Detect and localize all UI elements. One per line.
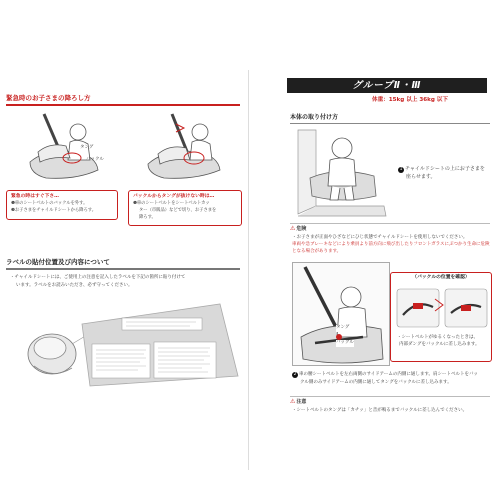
emergency-steps-box-line1: ❶車のシートベルトのバックルを外す。 [11, 201, 88, 206]
callout-title: （バックルの位置を確認） [412, 275, 470, 280]
label-section-body-line1: ・チャイルドシートには、ご使用上の注意を記入したラベルを下記の箇所に貼り付けて [10, 275, 186, 280]
danger-label: 危険 [296, 226, 307, 232]
buckle-stuck-box-line3: 降ろす。 [139, 215, 156, 220]
step1-illustration [292, 126, 390, 220]
buckle-stuck-box [128, 190, 242, 226]
callout-illustration [395, 285, 489, 331]
step2-label-buckle: バックル [336, 340, 354, 345]
callout-note-line1: ・シートベルトがゆるくなったときは、 [397, 335, 478, 340]
step2-text-line2: クル側のみサイドアームの内側に通してタングをバックルに差し込みます。 [300, 380, 452, 385]
emergency-illustration-2 [132, 112, 232, 184]
step1-text [398, 166, 494, 173]
step2-text [292, 372, 478, 379]
danger-heading [290, 226, 306, 233]
buckle-stuck-box-line2: ター（市販品）などで切り、お子さまを [139, 208, 217, 213]
label-section-body-line2: います。ラベルをお読みいただき、必ず守ってください。 [16, 283, 133, 288]
emergency-steps-box-title: 緊急の時はすぐ下さ… [11, 194, 59, 199]
buckle-position-callout [390, 272, 492, 362]
emergency-illustration-1 [16, 112, 111, 184]
step1-number-icon: 1 [399, 167, 403, 172]
step2-illustration [292, 262, 390, 366]
step1-text-line2: 座らせます。 [406, 174, 436, 180]
step2-text-line1: 車の腰シートベルトを左右両側のサイドアームの内側に通します。肩シートベルトをバッ [299, 372, 479, 377]
buckle-stuck-box-title: バックルからタングが抜けない時は… [133, 194, 215, 199]
group-title-banner: グループⅡ・Ⅲ [287, 78, 487, 93]
caution-separator [290, 396, 490, 397]
weight-range: 体重：15kg 以上 36kg 以下 [371, 97, 449, 103]
emergency-label-tongue: タング [80, 145, 94, 150]
install-section-underline [290, 123, 490, 124]
danger-separator [290, 223, 490, 224]
caution-label: 注意 [296, 399, 307, 405]
emergency-section-underline [6, 104, 240, 106]
caution-heading [290, 399, 306, 406]
caution-triangle-icon: ⚠ [290, 398, 296, 405]
column-divider [248, 70, 249, 470]
label-section-title: ラベルの貼付位置及び内容について [6, 258, 110, 266]
step1-text-line1: チャイルドシートの上にお子さまを [405, 166, 485, 172]
label-section-underline [6, 268, 240, 270]
emergency-steps-box-line2: ❷お子さまをチャイルドシートから降ろす。 [11, 208, 97, 213]
step2-label-tongue: タング [336, 325, 350, 330]
danger-line1: ・お子さまが正面やひざなどにひじ状態でチャイルドシートを使用しないでください。 [292, 235, 468, 240]
emergency-label-buckle: バックル [86, 157, 104, 162]
label-position-illustration [20, 296, 242, 392]
left-column [0, 0, 248, 500]
danger-line2: 車両や急ブレーキなどにより乗員より前方向に飛び出したりフロントガラスにぶつかり生命に危険となる場合があります。 [292, 242, 490, 254]
caution-line1: ・シートベルトのタングは「カチッ」と音が鳴るまでバックルに差し込んでください。 [292, 408, 468, 413]
step2-number-icon: 2 [293, 372, 297, 377]
buckle-stuck-box-line1: ❶車のシートベルトをシートベルトカッ [133, 201, 210, 206]
callout-note-line2: 内部ダングをバックルに差し込みます。 [399, 342, 480, 347]
emergency-section-title: 緊急時のお子さまの降ろし方 [6, 94, 91, 102]
warning-triangle-icon: ⚠ [290, 225, 296, 232]
emergency-steps-box [6, 190, 118, 220]
install-section-title: 本体の取り付け方 [290, 114, 339, 121]
